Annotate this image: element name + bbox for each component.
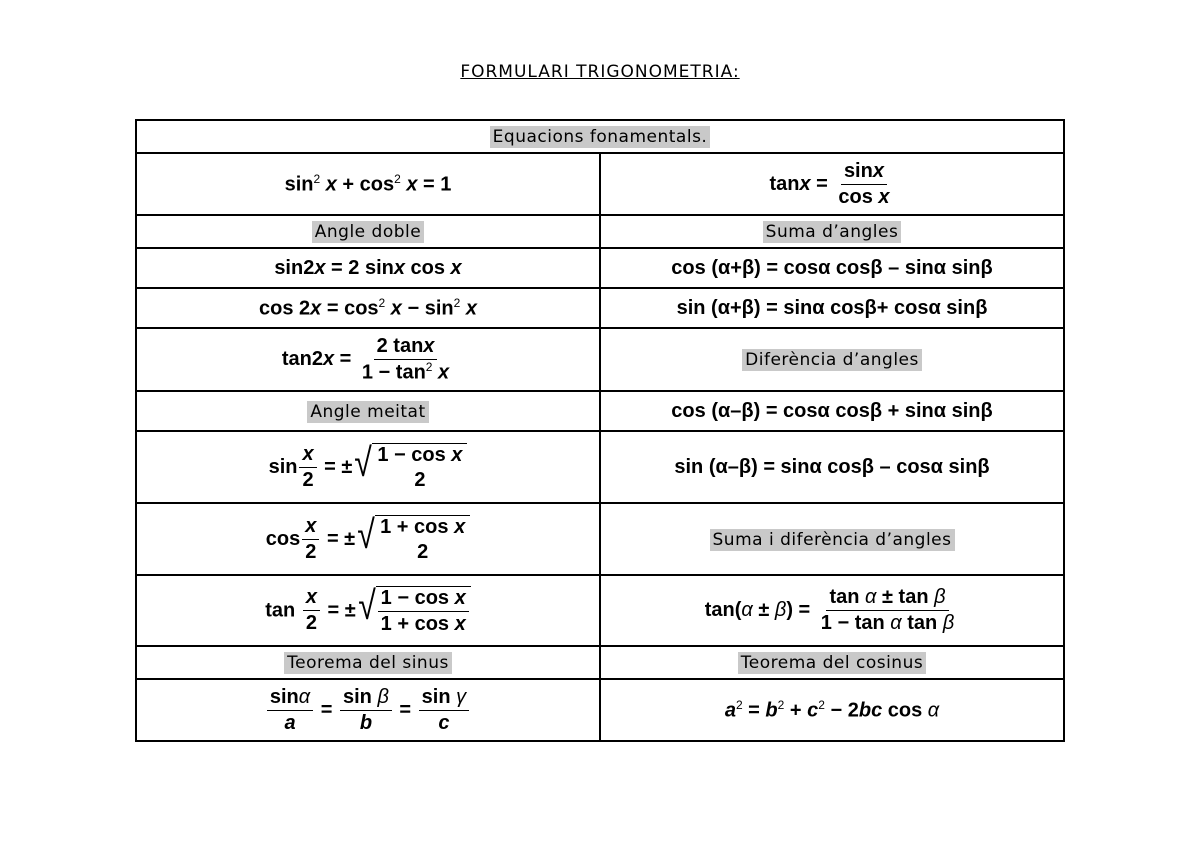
table-row bbox=[136, 215, 1064, 248]
section-header-diferencia-angles: Diferència d’angles bbox=[742, 349, 922, 371]
fraction: $\frac{2 \tan x}{1 - \tan^2 x}$ bbox=[361, 334, 450, 384]
table-row bbox=[136, 153, 1064, 215]
fraction: $\frac{\text{tan α ± tan β}}{\text{1 − tan α tan β}}$ bbox=[820, 586, 955, 634]
table-row bbox=[136, 575, 1064, 646]
table-row bbox=[136, 288, 1064, 328]
radical: √ 1 − cos x 2 bbox=[352, 443, 467, 492]
formula-table bbox=[135, 119, 1065, 742]
table-row bbox=[136, 120, 1064, 153]
fraction: $\frac{x}{2}$ bbox=[299, 443, 316, 492]
formula-law-cosines: $a^2 = b^2 + c^2 - 2bc$ cos α bbox=[600, 679, 1064, 741]
section-header-teorema-cosinus: Teorema del cosinus bbox=[738, 652, 926, 674]
table-row bbox=[136, 679, 1064, 741]
section-header-angle-doble: Angle doble bbox=[312, 221, 424, 243]
table-row bbox=[136, 248, 1064, 288]
section-header-angle-meitat: Angle meitat bbox=[307, 401, 428, 423]
section-header-suma-angles: Suma d’angles bbox=[763, 221, 902, 243]
formula-cos-diff: cos (α–β) = cosα cosβ + sinα sinβ bbox=[600, 391, 1064, 431]
header-cell-suma-i-diferencia bbox=[600, 503, 1064, 575]
formula-law-sines: $\frac{\sin\alpha}{a}$ = $\frac{\text{sin β}}{b}$ = $\frac{\text{sin γ}}{c}$ bbox=[136, 679, 600, 741]
table-row bbox=[136, 431, 1064, 503]
fraction: $\frac{x}{2}$ bbox=[302, 515, 319, 564]
header-cell-teorema-cosinus bbox=[600, 646, 1064, 679]
formula-tan-half: tan $\frac{x}{2}$ = ± √ $\frac{\text{1 − cos x}}{\text{1 + cos x}}$ bbox=[136, 575, 600, 646]
header-cell-fonamentals bbox=[136, 120, 1064, 153]
formula-sin-half: sin $\frac{x}{2}$ = ± √ 1 − cos x 2 bbox=[136, 431, 600, 503]
formula-pythagorean: $\sin^2 x + \cos^2 x = 1$ bbox=[136, 153, 600, 215]
fraction: $\frac{x}{2}$ bbox=[303, 586, 320, 635]
fraction: $\frac{\sin x}{\text{cos x}}$ bbox=[838, 159, 890, 208]
section-header-teorema-sinus: Teorema del sinus bbox=[284, 652, 452, 674]
formula-cos-half: cos $\frac{x}{2}$ = ± √ 1 + cos x 2 bbox=[136, 503, 600, 575]
page-title: FORMULARI TRIGONOMETRIA: bbox=[460, 62, 740, 82]
section-header-suma-i-diferencia: Suma i diferència d’angles bbox=[710, 529, 955, 551]
formula-cos-sum: cos (α+β) = cosα cosβ – sinα sinβ bbox=[600, 248, 1064, 288]
formula-tan-def: tanx = $\frac{\sin x}{\text{cos x}}$ bbox=[600, 153, 1064, 215]
header-cell-angle-meitat bbox=[136, 391, 600, 431]
formula-sin-sum: sin (α+β) = sinα cosβ+ cosα sinβ bbox=[600, 288, 1064, 328]
header-cell-diferencia-angles bbox=[600, 328, 1064, 391]
formula-tan-sum-diff: tan(α ± β) = $\frac{\text{tan α ± tan β}}{\text{1 − tan α tan β}}$ bbox=[600, 575, 1064, 646]
table-row bbox=[136, 646, 1064, 679]
radical: √ 1 + cos x 2 bbox=[355, 515, 470, 564]
table-row bbox=[136, 503, 1064, 575]
table-row bbox=[136, 391, 1064, 431]
formula-sin-double: sin2x = 2 sinx cos x bbox=[136, 248, 600, 288]
header-cell-teorema-sinus bbox=[136, 646, 600, 679]
header-cell-angle-doble bbox=[136, 215, 600, 248]
radical: √ $\frac{\text{1 − cos x}}{\text{1 + cos x}}$ bbox=[356, 586, 471, 636]
formula-tan-double: tan2x = $\frac{2 \tan x}{1 - \tan^2 x}$ bbox=[136, 328, 600, 391]
section-header-fonamentals: Equacions fonamentals. bbox=[490, 126, 711, 148]
table-row bbox=[136, 328, 1064, 391]
formula-cos-double: $\cos 2x = \cos^2 x - \sin^2 x$ bbox=[136, 288, 600, 328]
header-cell-suma-angles bbox=[600, 215, 1064, 248]
formula-sin-diff: sin (α–β) = sinα cosβ – cosα sinβ bbox=[600, 431, 1064, 503]
